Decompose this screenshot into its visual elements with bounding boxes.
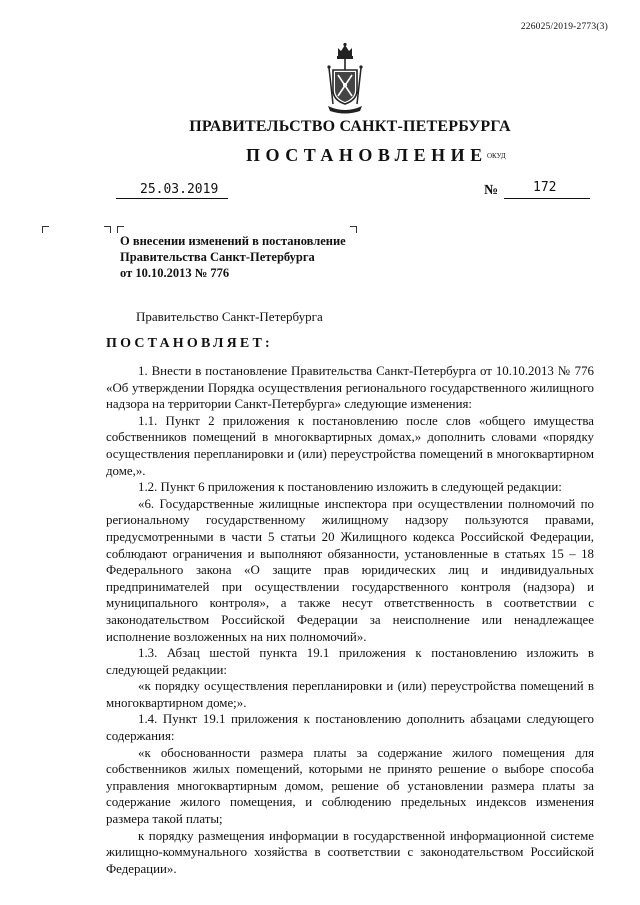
paragraph: 1. Внести в постановление Правительства Санкт-Петербурга от 10.10.2013 № 776 «Об утверждении Порядка осуществления регионального государственного жилищного надзора на территории Санкт-Петербурга» следующие изменения: [106, 364, 594, 412]
subject-line: О внесении изменений в постановление [120, 234, 346, 248]
decree-body [106, 363, 594, 877]
paragraph: «6. Государственные жилищные инспектора при осуществлении полномочий по региональному государственному жилищному надзору пользуются правами, предусмотренными в части 5 статьи 20 Жилищного кодекса Российской Федерации, соблюдают ограничения и выполняют обязанности, установленные в статьях 15 – 18 Федерального закона «О защите прав юридических лиц и индивидуальных предпринимателей при осуществлении государственного контроля (надзора) и муниципального контроля», а также несут ответственность в соответствии с законодательством Российской Федерации за неисполнение или ненадлежащее исполнение возложенных на них полномочий». [106, 496, 594, 644]
corner-mark [104, 226, 111, 233]
corner-mark [117, 226, 124, 233]
corner-mark [350, 226, 357, 233]
issuing-authority: Правительство Санкт-Петербурга [136, 309, 323, 324]
government-title: ПРАВИТЕЛЬСТВО САНКТ-ПЕТЕРБУРГА [189, 118, 511, 135]
document-id: 226025/2019-2773(3) [520, 22, 608, 32]
coat-of-arms-emblem [324, 42, 366, 114]
number-sign: № [484, 183, 499, 198]
okud-label: ОКУД [487, 152, 506, 160]
paragraph: 1.2. Пункт 6 приложения к постановлению изложить в следующей редакции: [138, 480, 562, 495]
resolves-heading: ПОСТАНОВЛЯЕТ: [106, 336, 273, 351]
paragraph: 1.3. Абзац шестой пункта 19.1 приложения к постановлению изложить в следующей редакции: [106, 646, 594, 677]
paragraph: 1.1. Пункт 2 приложения к постановлению после слов «общего имущества собственников помещений в многоквартирных домах,» дополнить словами «порядку осуществления перепланировки и (или) переустройства помещений в многоквартирном доме,». [106, 413, 594, 478]
document-subject [120, 233, 380, 281]
subject-line: Правительства Санкт-Петербурга [120, 250, 315, 264]
document-number: 172 [533, 180, 557, 195]
subject-line: от 10.10.2013 № 776 [120, 266, 230, 280]
corner-mark [42, 226, 49, 233]
paragraph: «к обоснованности размера платы за содержание жилого помещения для собственников жилых помещений, которыми не принято решение о выборе способа управления многоквартирным домом, решение об установлении размера платы за содержание жилого помещения, и соблюдению предельных индексов изменения размера такой платы; [106, 745, 594, 827]
paragraph: к порядку размещения информации в государственной информационной системе жилищно-коммунального хозяйства в соответствии с законодательством Российской Федерации». [106, 828, 594, 876]
document-date: 25.03.2019 [140, 182, 219, 197]
paragraph: «к порядку осуществления перепланировки и (или) переустройства помещений в многоквартирном доме;». [106, 679, 594, 710]
document-type-title: ПОСТАНОВЛЕНИЕ [246, 145, 488, 165]
paragraph: 1.4. Пункт 19.1 приложения к постановлению дополнить абзацами следующего содержания: [106, 712, 594, 744]
